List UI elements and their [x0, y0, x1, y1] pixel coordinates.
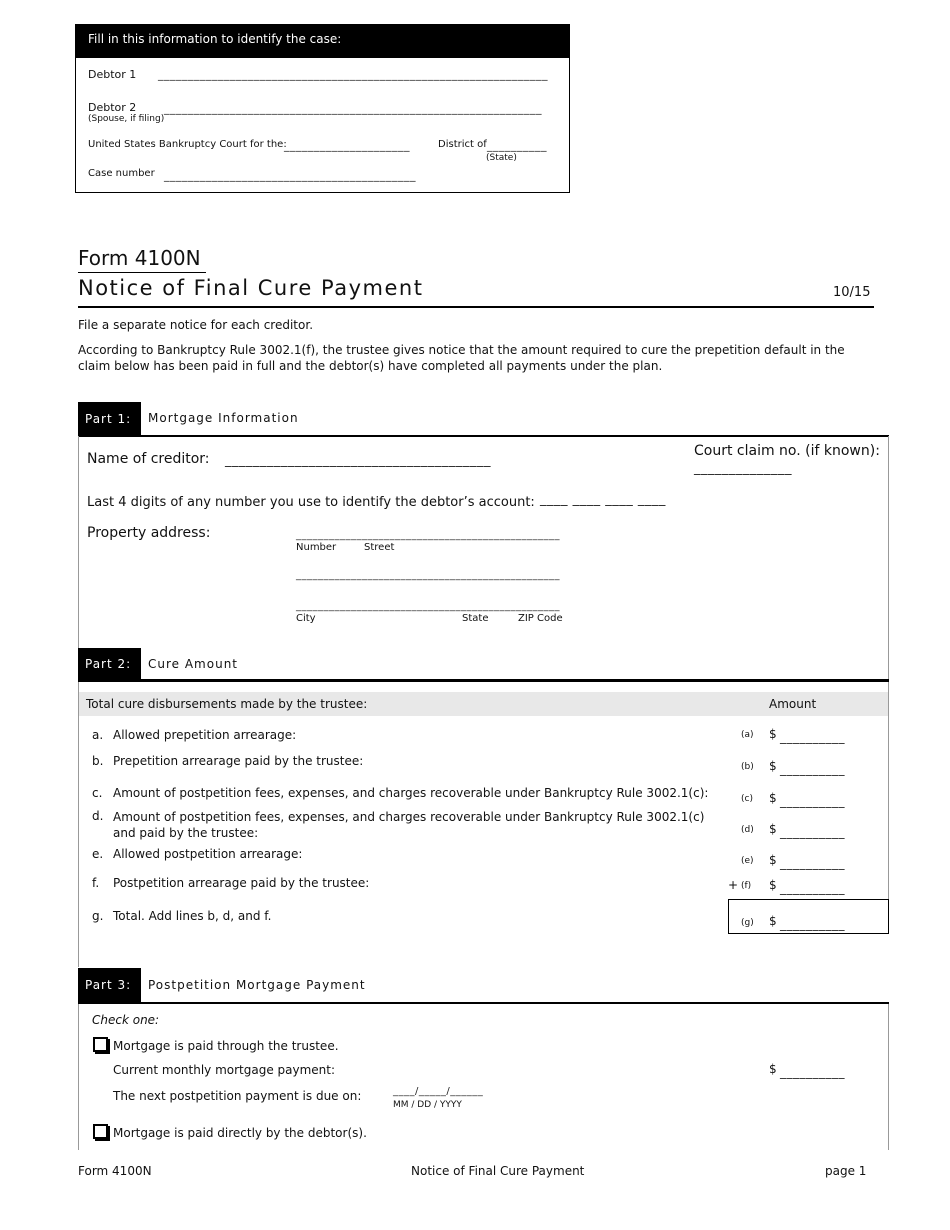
line-d-code: (d)	[741, 825, 754, 835]
line-d-text: Amount of postpetition fees, expenses, and charges recoverable under Bankruptcy Rule 3002.1(c) and paid by the trustee:	[113, 810, 705, 840]
last4-field[interactable]: ____ ____ ____ ____	[540, 492, 666, 507]
monthly-payment-dollar: $	[769, 1062, 777, 1076]
line-e-code: (e)	[741, 856, 754, 866]
footer-title: Notice of Final Cure Payment	[411, 1164, 585, 1178]
number-caption: Number	[296, 542, 337, 553]
line-c-text: Amount of postpetition fees, expenses, and charges recoverable under Bankruptcy Rule 3002.1(c):	[113, 786, 709, 800]
debtor1-label: Debtor 1	[88, 68, 137, 81]
part1-tab-label: Part 1:	[85, 412, 132, 426]
creditor-label: Name of creditor:	[87, 451, 210, 467]
debtor2-field[interactable]: _______________________________________________________________	[164, 102, 542, 115]
amount-header: Amount	[769, 697, 817, 711]
last4-label: Last 4 digits of any number you use to identify the debtor’s account:	[87, 495, 535, 510]
line-c-code: (c)	[741, 794, 753, 804]
monthly-payment-label: Current monthly mortgage payment:	[113, 1063, 336, 1077]
line-g-code: (g)	[741, 918, 754, 928]
part2-tab	[78, 648, 141, 680]
street-caption: Street	[364, 542, 395, 553]
line-f-amount-field[interactable]: __________	[780, 881, 845, 895]
part3-right-border	[888, 1004, 889, 1150]
creditor-field[interactable]: ______________________________________	[225, 453, 491, 468]
form-title: Notice of Final Cure Payment	[78, 276, 424, 300]
line-f-code: (f)	[741, 881, 752, 891]
intro-rule-text: According to Bankruptcy Rule 3002.1(f), the trustee gives notice that the amount required to cure the prepetition default in the claim below has been paid in full and the debtor(s) have completed all payments under the plan.	[78, 343, 845, 373]
line-e-letter: e.	[92, 847, 104, 861]
court-field[interactable]: _____________________	[284, 139, 410, 152]
part1-title: Mortgage Information	[148, 411, 299, 425]
address-line1-field[interactable]: ________________________________________________	[296, 530, 560, 541]
line-b-amount-field[interactable]: __________	[780, 762, 845, 776]
debtor1-field[interactable]: _________________________________________________________________	[158, 68, 548, 81]
form-number: Form 4100N	[78, 246, 201, 270]
part2-title: Cure Amount	[148, 657, 239, 671]
next-due-date-field[interactable]: ____/_____/______	[393, 1086, 484, 1097]
line-b-dollar: $	[769, 759, 777, 773]
line-d-letter: d.	[92, 809, 104, 823]
debtor2-label: Debtor 2	[88, 101, 137, 114]
line-f-letter: f.	[92, 876, 100, 890]
part3-tab-label: Part 3:	[85, 978, 132, 992]
next-due-label: The next postpetition payment is due on:	[113, 1089, 362, 1103]
part2-rule	[78, 679, 889, 682]
property-address-label: Property address:	[87, 525, 211, 541]
line-g-amount-field[interactable]: __________	[780, 917, 845, 931]
footer-form-number: Form 4100N	[78, 1164, 152, 1178]
line-e-amount-field[interactable]: __________	[780, 856, 845, 870]
line-a-dollar: $	[769, 727, 777, 741]
part3-left-border	[78, 1004, 79, 1150]
debtor2-note: (Spouse, if filing)	[88, 114, 165, 124]
case-info-box	[75, 24, 570, 193]
line-e-text: Allowed postpetition arrearage:	[113, 847, 303, 861]
part1-left-border	[78, 436, 79, 650]
line-e-dollar: $	[769, 853, 777, 867]
line-f-text: Postpetition arrearage paid by the trustee:	[113, 876, 370, 890]
line-a-text: Allowed prepetition arrearage:	[113, 728, 297, 742]
city-caption: City	[296, 613, 316, 624]
line-g-dollar: $	[769, 914, 777, 928]
paid-directly-checkbox[interactable]	[93, 1124, 108, 1139]
line-f-dollar: $	[769, 878, 777, 892]
line-c-amount-field[interactable]: __________	[780, 794, 845, 808]
district-label: District of	[438, 139, 487, 150]
part2-tab-label: Part 2:	[85, 657, 132, 671]
form-version: 10/15	[833, 285, 871, 300]
case-info-header-text: Fill in this information to identify the case:	[88, 32, 342, 46]
form-number-underline	[78, 272, 206, 273]
part1-tab	[78, 402, 141, 436]
address-line2-field[interactable]: ________________________________________________	[296, 570, 560, 581]
district-field[interactable]: __________	[487, 139, 547, 152]
part3-rule	[78, 1002, 889, 1004]
paid-through-trustee-label: Mortgage is paid through the trustee.	[113, 1039, 339, 1053]
paid-through-trustee-checkbox[interactable]	[93, 1037, 108, 1052]
part3-title: Postpetition Mortgage Payment	[148, 978, 366, 992]
intro-separate-notice: File a separate notice for each creditor.	[78, 318, 314, 332]
paid-directly-label: Mortgage is paid directly by the debtor(s).	[113, 1126, 367, 1140]
line-d-amount-field[interactable]: __________	[780, 825, 845, 839]
part1-rule	[78, 435, 889, 437]
cure-header-label: Total cure disbursements made by the trustee:	[86, 697, 368, 711]
line-g-letter: g.	[92, 909, 104, 923]
line-b-text: Prepetition arrearage paid by the trustee:	[113, 754, 364, 768]
state-caption: State	[462, 613, 489, 624]
claim-number-label: Court claim no. (if known):	[694, 443, 880, 459]
title-rule	[78, 306, 874, 308]
zip-caption: ZIP Code	[518, 613, 563, 624]
part2-left-border	[78, 682, 79, 967]
line-a-letter: a.	[92, 728, 104, 742]
line-d-dollar: $	[769, 822, 777, 836]
case-info-header	[76, 25, 569, 58]
state-note: (State)	[486, 153, 517, 163]
date-format-caption: MM / DD / YYYY	[393, 1100, 462, 1110]
line-a-code: (a)	[741, 730, 754, 740]
footer-page-number: page 1	[825, 1164, 867, 1178]
court-label: United States Bankruptcy Court for the:	[88, 139, 287, 150]
line-f-plus: +	[728, 878, 739, 892]
line-g-text: Total. Add lines b, d, and f.	[113, 909, 272, 923]
monthly-payment-field[interactable]: __________	[780, 1065, 845, 1079]
line-b-code: (b)	[741, 762, 754, 772]
line-a-amount-field[interactable]: __________	[780, 730, 845, 744]
claim-number-field[interactable]: ______________	[694, 461, 792, 476]
case-number-field[interactable]: __________________________________________	[164, 169, 416, 182]
part1-right-border	[888, 436, 889, 680]
part2-right-border	[888, 682, 889, 900]
part3-tab	[78, 968, 141, 1002]
case-number-label: Case number	[88, 168, 155, 179]
line-b-letter: b.	[92, 754, 104, 768]
line-c-letter: c.	[92, 786, 103, 800]
address-line3-field[interactable]: ________________________________________________	[296, 601, 560, 612]
line-c-dollar: $	[769, 791, 777, 805]
check-one-label: Check one:	[92, 1013, 160, 1027]
